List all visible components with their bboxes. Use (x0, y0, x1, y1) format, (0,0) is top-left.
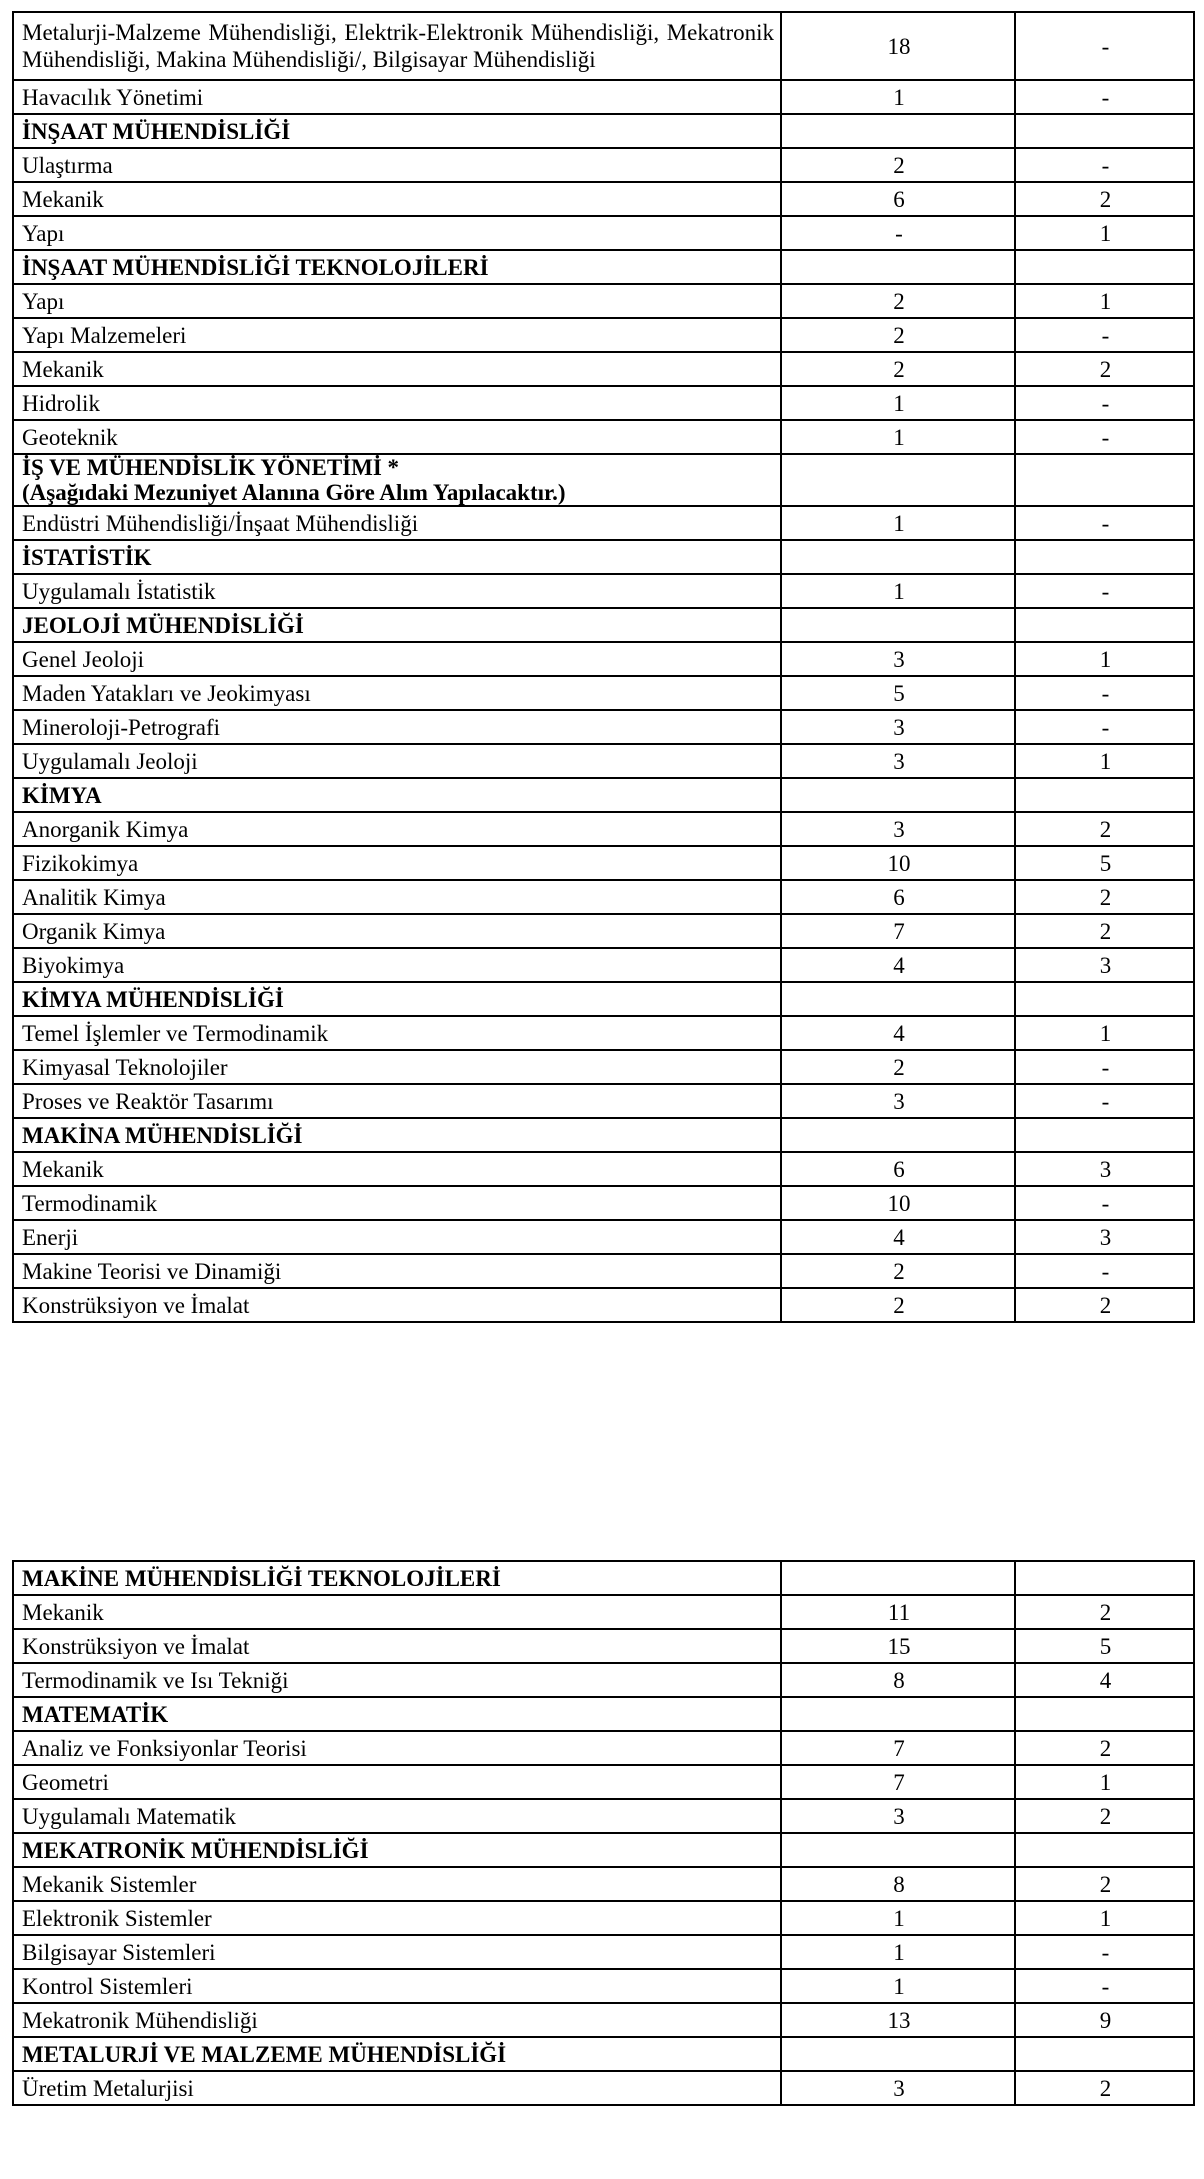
count-column-b: 1 (1015, 1016, 1194, 1050)
field-name: Elektronik Sistemler (13, 1901, 781, 1935)
table-row (13, 80, 1194, 114)
count-column-b: - (1015, 1969, 1194, 2003)
count-column-b: 2 (1015, 1595, 1194, 1629)
count-column-a: 7 (781, 1765, 1015, 1799)
count-column-a: 1 (781, 506, 1015, 540)
count-column-b (1015, 1118, 1194, 1152)
count-column-b: - (1015, 12, 1194, 80)
count-column-a (781, 1561, 1015, 1595)
field-name: Genel Jeoloji (13, 642, 781, 676)
count-column-a: 10 (781, 1186, 1015, 1220)
field-name: Endüstri Mühendisliği/İnşaat Mühendisliği (13, 506, 781, 540)
field-name: Kontrol Sistemleri (13, 1969, 781, 2003)
field-name: Analiz ve Fonksiyonlar Teorisi (13, 1731, 781, 1765)
count-column-a: 3 (781, 642, 1015, 676)
field-name: Yapı (13, 216, 781, 250)
field-name: Termodinamik (13, 1186, 781, 1220)
field-name: Enerji (13, 1220, 781, 1254)
field-name: Mekatronik Mühendisliği (13, 2003, 781, 2037)
table-row (13, 1935, 1194, 1969)
table-body (13, 12, 1194, 1322)
table-row (13, 1288, 1194, 1322)
field-name: Mekanik (13, 1152, 781, 1186)
table-row (13, 710, 1194, 744)
section-title: KİMYA MÜHENDİSLİĞİ (13, 982, 781, 1016)
count-column-a: 1 (781, 1935, 1015, 1969)
table-row (13, 182, 1194, 216)
count-column-a: 6 (781, 880, 1015, 914)
field-name: Bilgisayar Sistemleri (13, 1935, 781, 1969)
count-column-a: 10 (781, 846, 1015, 880)
field-name: Organik Kimya (13, 914, 781, 948)
table-row (13, 1050, 1194, 1084)
count-column-a: 3 (781, 1799, 1015, 1833)
count-column-b (1015, 1561, 1194, 1595)
count-column-a: 2 (781, 1288, 1015, 1322)
count-column-a (781, 1833, 1015, 1867)
table-row (13, 506, 1194, 540)
count-column-b: 3 (1015, 1220, 1194, 1254)
count-column-a (781, 454, 1015, 506)
count-column-b: 5 (1015, 1629, 1194, 1663)
table-row (13, 1765, 1194, 1799)
field-name: Anorganik Kimya (13, 812, 781, 846)
count-column-a: 3 (781, 2071, 1015, 2105)
field-name: Temel İşlemler ve Termodinamik (13, 1016, 781, 1050)
section-header-row (13, 114, 1194, 148)
count-column-a: 4 (781, 948, 1015, 982)
field-name: Uygulamalı İstatistik (13, 574, 781, 608)
table-row (13, 1969, 1194, 2003)
field-name: Maden Yatakları ve Jeokimyası (13, 676, 781, 710)
count-column-b (1015, 608, 1194, 642)
section-title: KİMYA (13, 778, 781, 812)
count-column-a: 13 (781, 2003, 1015, 2037)
field-name: Makine Teorisi ve Dinamiği (13, 1254, 781, 1288)
count-column-b: - (1015, 386, 1194, 420)
section-header-row (13, 608, 1194, 642)
table-row (13, 1867, 1194, 1901)
count-column-b: 2 (1015, 1288, 1194, 1322)
section-header-row (13, 250, 1194, 284)
section-title: JEOLOJİ MÜHENDİSLİĞİ (13, 608, 781, 642)
count-column-a: 1 (781, 1901, 1015, 1935)
count-column-b: 2 (1015, 812, 1194, 846)
count-column-a: 2 (781, 148, 1015, 182)
table-row (13, 914, 1194, 948)
count-column-b: 5 (1015, 846, 1194, 880)
table-row (13, 1901, 1194, 1935)
count-column-b: - (1015, 80, 1194, 114)
field-name: Fizikokimya (13, 846, 781, 880)
count-column-a: 3 (781, 744, 1015, 778)
table-row (13, 318, 1194, 352)
count-column-a: 3 (781, 1084, 1015, 1118)
section-title: İSTATİSTİK (13, 540, 781, 574)
table-row (13, 2003, 1194, 2037)
count-column-b: - (1015, 506, 1194, 540)
table-row (13, 1663, 1194, 1697)
count-column-b: 2 (1015, 914, 1194, 948)
count-column-a: 1 (781, 574, 1015, 608)
table-row (13, 1152, 1194, 1186)
count-column-b: 1 (1015, 284, 1194, 318)
count-column-a: 7 (781, 1731, 1015, 1765)
section-title: İŞ VE MÜHENDİSLİK YÖNETİMİ * (Aşağıdaki Mezuniyet Alanına Göre Alım Yapılacaktır.) (13, 454, 781, 506)
table-row (13, 880, 1194, 914)
count-column-a (781, 1118, 1015, 1152)
count-column-b (1015, 250, 1194, 284)
count-column-a (781, 778, 1015, 812)
field-name: Yapı (13, 284, 781, 318)
field-name: Proses ve Reaktör Tasarımı (13, 1084, 781, 1118)
field-name: Üretim Metalurjisi (13, 2071, 781, 2105)
table-row (13, 1595, 1194, 1629)
table-row (13, 2071, 1194, 2105)
field-name: Uygulamalı Jeoloji (13, 744, 781, 778)
count-column-b (1015, 454, 1194, 506)
count-column-b (1015, 778, 1194, 812)
section-header-row (13, 1697, 1194, 1731)
count-column-b: 9 (1015, 2003, 1194, 2037)
count-column-a: 5 (781, 676, 1015, 710)
count-column-a: - (781, 216, 1015, 250)
table-row (13, 1186, 1194, 1220)
section-title: İNŞAAT MÜHENDİSLİĞİ (13, 114, 781, 148)
count-column-a: 6 (781, 1152, 1015, 1186)
count-column-b: 3 (1015, 1152, 1194, 1186)
count-column-a: 8 (781, 1663, 1015, 1697)
table-row (13, 1084, 1194, 1118)
count-column-a: 1 (781, 386, 1015, 420)
count-column-a (781, 608, 1015, 642)
table-row (13, 642, 1194, 676)
field-name: Kimyasal Teknolojiler (13, 1050, 781, 1084)
section-title: İNŞAAT MÜHENDİSLİĞİ TEKNOLOJİLERİ (13, 250, 781, 284)
count-column-a: 3 (781, 812, 1015, 846)
count-column-a (781, 250, 1015, 284)
count-column-b: 1 (1015, 1901, 1194, 1935)
field-name: Analitik Kimya (13, 880, 781, 914)
field-name: Mekanik (13, 1595, 781, 1629)
count-column-b: - (1015, 1186, 1194, 1220)
field-name: Mekanik Sistemler (13, 1867, 781, 1901)
count-column-a: 18 (781, 12, 1015, 80)
count-column-b: 2 (1015, 352, 1194, 386)
table-row (13, 148, 1194, 182)
count-column-b (1015, 2037, 1194, 2071)
count-column-b: 2 (1015, 1867, 1194, 1901)
count-column-b (1015, 982, 1194, 1016)
count-column-a: 2 (781, 318, 1015, 352)
count-column-b: 1 (1015, 1765, 1194, 1799)
count-column-a (781, 982, 1015, 1016)
section-title: MAKİNA MÜHENDİSLİĞİ (13, 1118, 781, 1152)
field-name: Hidrolik (13, 386, 781, 420)
field-name: Yapı Malzemeleri (13, 318, 781, 352)
field-name: Konstrüksiyon ve İmalat (13, 1629, 781, 1663)
section-title: MAKİNE MÜHENDİSLİĞİ TEKNOLOJİLERİ (13, 1561, 781, 1595)
count-column-a (781, 2037, 1015, 2071)
count-column-a: 2 (781, 1254, 1015, 1288)
field-name: Ulaştırma (13, 148, 781, 182)
count-column-b (1015, 1833, 1194, 1867)
table-row (13, 352, 1194, 386)
count-column-a: 2 (781, 1050, 1015, 1084)
count-column-a: 4 (781, 1016, 1015, 1050)
count-column-b: - (1015, 710, 1194, 744)
count-column-a: 4 (781, 1220, 1015, 1254)
field-name: Geometri (13, 1765, 781, 1799)
count-column-b: - (1015, 1084, 1194, 1118)
count-column-b: 2 (1015, 880, 1194, 914)
count-column-a: 1 (781, 1969, 1015, 2003)
section-header-row (13, 1833, 1194, 1867)
count-column-b: 2 (1015, 1731, 1194, 1765)
table-row (13, 12, 1194, 80)
count-column-b: 1 (1015, 744, 1194, 778)
count-column-b: - (1015, 318, 1194, 352)
count-column-a: 11 (781, 1595, 1015, 1629)
field-name: Metalurji-Malzeme Mühendisliği, Elektrik-Elektronik Mühendisliği, Mekatronik Mühendisliği, Makina Mühendisliği/, Bilgisayar Mühendisliği (13, 12, 781, 80)
count-column-a: 1 (781, 420, 1015, 454)
staff-table-part-1 (12, 11, 1195, 1323)
count-column-b: 4 (1015, 1663, 1194, 1697)
table-row (13, 216, 1194, 250)
table-row (13, 1254, 1194, 1288)
table-row (13, 846, 1194, 880)
count-column-a: 1 (781, 80, 1015, 114)
table-row (13, 1731, 1194, 1765)
section-title: MEKATRONİK MÜHENDİSLİĞİ (13, 1833, 781, 1867)
table-row (13, 1799, 1194, 1833)
count-column-b: - (1015, 676, 1194, 710)
count-column-b: - (1015, 574, 1194, 608)
table-body (13, 1561, 1194, 2105)
count-column-b (1015, 114, 1194, 148)
table-row (13, 284, 1194, 318)
table-row (13, 1016, 1194, 1050)
table-row (13, 812, 1194, 846)
count-column-a: 7 (781, 914, 1015, 948)
count-column-b: - (1015, 1935, 1194, 1969)
section-title: METALURJİ VE MALZEME MÜHENDİSLİĞİ (13, 2037, 781, 2071)
field-name: Havacılık Yönetimi (13, 80, 781, 114)
count-column-b (1015, 540, 1194, 574)
count-column-a: 3 (781, 710, 1015, 744)
section-header-row (13, 1561, 1194, 1595)
count-column-a: 6 (781, 182, 1015, 216)
count-column-a: 2 (781, 352, 1015, 386)
section-header-row (13, 540, 1194, 574)
section-header-row (13, 778, 1194, 812)
table-row (13, 744, 1194, 778)
count-column-b: 2 (1015, 1799, 1194, 1833)
count-column-b: 3 (1015, 948, 1194, 982)
section-header-row (13, 2037, 1194, 2071)
count-column-a: 15 (781, 1629, 1015, 1663)
count-column-b: - (1015, 420, 1194, 454)
table-row (13, 420, 1194, 454)
count-column-b (1015, 1697, 1194, 1731)
field-name: Biyokimya (13, 948, 781, 982)
table-row (13, 386, 1194, 420)
field-name: Uygulamalı Matematik (13, 1799, 781, 1833)
count-column-b: 2 (1015, 2071, 1194, 2105)
staff-table-part-2 (12, 1560, 1195, 2106)
count-column-b: - (1015, 1050, 1194, 1084)
field-name: Geoteknik (13, 420, 781, 454)
count-column-a (781, 540, 1015, 574)
count-column-a (781, 114, 1015, 148)
count-column-b: 2 (1015, 182, 1194, 216)
field-name: Mekanik (13, 352, 781, 386)
section-title: MATEMATİK (13, 1697, 781, 1731)
field-name: Konstrüksiyon ve İmalat (13, 1288, 781, 1322)
section-header-row (13, 1118, 1194, 1152)
field-name: Termodinamik ve Isı Tekniği (13, 1663, 781, 1697)
table-row (13, 574, 1194, 608)
field-name: Mineroloji-Petrografi (13, 710, 781, 744)
section-header-row (13, 982, 1194, 1016)
count-column-a: 2 (781, 284, 1015, 318)
count-column-b: 1 (1015, 642, 1194, 676)
table-row (13, 1220, 1194, 1254)
table-row (13, 676, 1194, 710)
field-name: Mekanik (13, 182, 781, 216)
table-row (13, 1629, 1194, 1663)
count-column-b: - (1015, 148, 1194, 182)
count-column-a (781, 1697, 1015, 1731)
count-column-a: 8 (781, 1867, 1015, 1901)
table-row (13, 948, 1194, 982)
section-header-row (13, 454, 1194, 506)
count-column-b: - (1015, 1254, 1194, 1288)
count-column-b: 1 (1015, 216, 1194, 250)
